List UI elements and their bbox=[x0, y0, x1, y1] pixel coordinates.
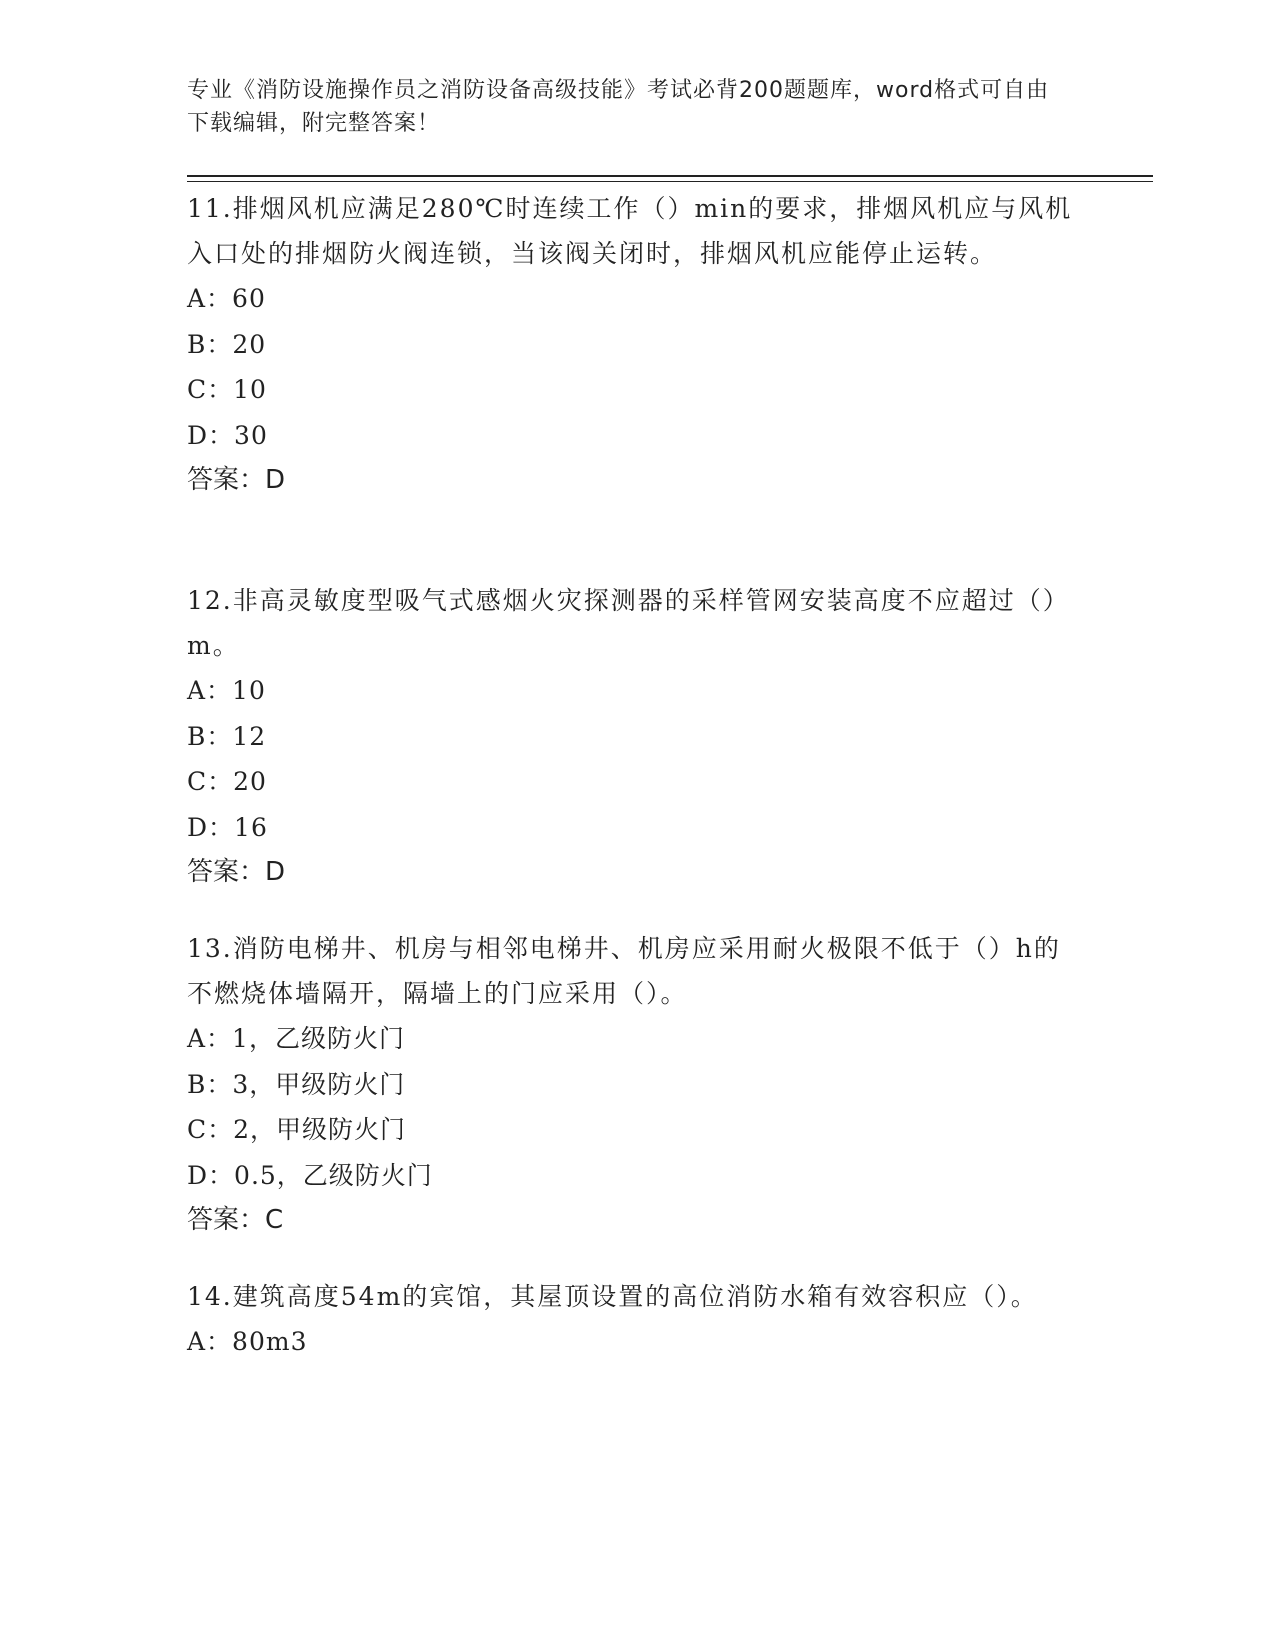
option-d: D：0.5，乙级防火门 bbox=[187, 1160, 433, 1190]
answer-line: 答案：C bbox=[187, 1205, 284, 1235]
document-header: 专业《消防设施操作员之消防设备高级技能》考试必背200题题库，word格式可自由下载编辑，附完整答案！ bbox=[187, 78, 1050, 136]
option-d: D：16 bbox=[187, 812, 268, 842]
question-stem: 12.非高灵敏度型吸气式感烟火灾探测器的采样管网安装高度不应超过（）m。 bbox=[187, 586, 1070, 660]
option-c: C：20 bbox=[187, 767, 267, 796]
header-divider-thin bbox=[187, 181, 1153, 182]
option-c: C：2，甲级防火门 bbox=[187, 1115, 407, 1144]
question-item bbox=[187, 578, 1077, 895]
option-d: D：30 bbox=[187, 420, 268, 450]
question-stem: 13.消防电梯井、机房与相邻电梯井、机房应采用耐火极限不低于（）h的不燃烧体墙隔开，隔墙上的门应采用（）。 bbox=[187, 934, 1061, 1008]
option-a: A：10 bbox=[187, 676, 266, 705]
question-stem: 14.建筑高度54m的宾馆，其屋顶设置的高位消防水箱有效容积应（）。 bbox=[187, 1282, 1038, 1311]
question-stem: 11.排烟风机应满足280℃时连续工作（）min的要求，排烟风机应与风机入口处的排烟防火阀连锁，当该阀关闭时，排烟风机应能停止运转。 bbox=[187, 194, 1073, 268]
question-item bbox=[187, 186, 1077, 503]
question-item bbox=[187, 926, 1077, 1243]
option-c: C：10 bbox=[187, 375, 267, 404]
answer-line: 答案：D bbox=[187, 857, 286, 887]
option-a: A：80m3 bbox=[187, 1327, 308, 1356]
option-b: B：3，甲级防火门 bbox=[187, 1069, 406, 1099]
header-divider-thick bbox=[187, 175, 1153, 177]
question-item bbox=[187, 1274, 1077, 1365]
answer-line: 答案：D bbox=[187, 465, 286, 495]
option-b: B：12 bbox=[187, 721, 267, 751]
option-b: B：20 bbox=[187, 329, 267, 359]
option-a: A：1，乙级防火门 bbox=[187, 1024, 405, 1053]
option-a: A：60 bbox=[187, 284, 266, 313]
